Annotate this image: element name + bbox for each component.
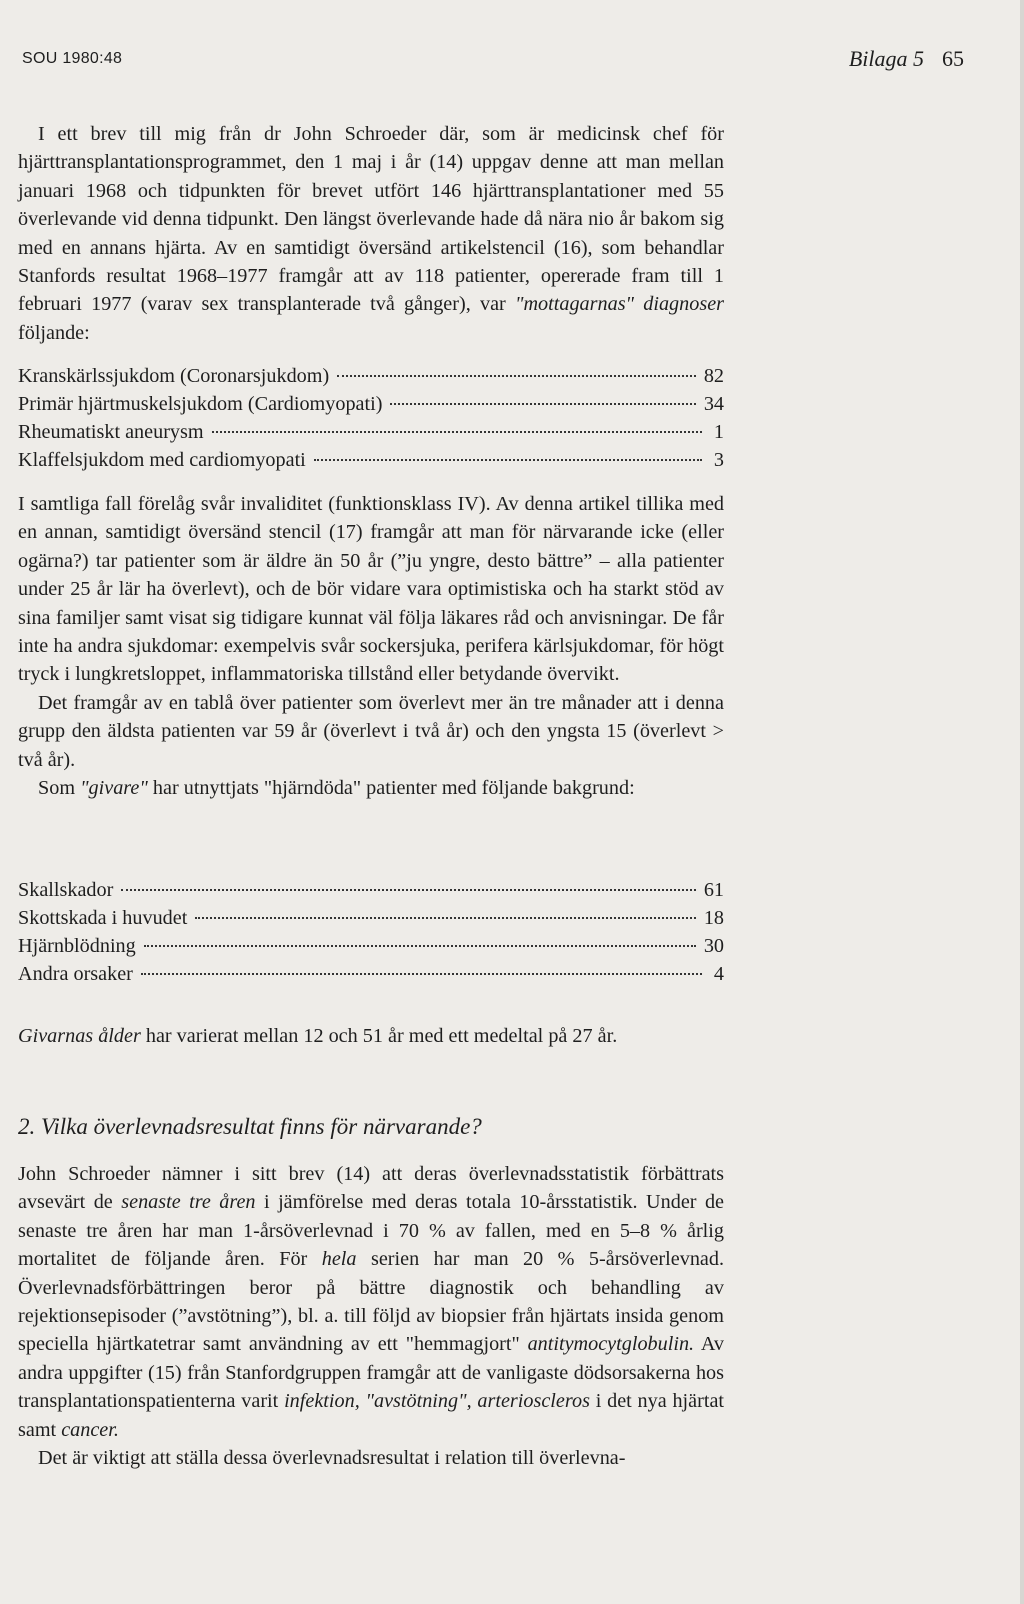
paragraph-7: Det är viktigt att ställa dessa överlevnadsresultat i relation till överlevna- — [38, 1447, 626, 1470]
table-row — [18, 390, 724, 418]
row-label: Rheumatiskt aneurysm — [18, 421, 204, 443]
paragraph-6 — [18, 1160, 724, 1444]
table-row — [18, 362, 724, 390]
row-label: Skottskada i huvudet — [18, 907, 188, 929]
row-value: 34 — [703, 393, 724, 415]
row-label: Kranskärlssjukdom (Coronarsjukdom) — [18, 365, 330, 387]
causes-table — [18, 876, 724, 988]
dot-leader — [144, 945, 696, 947]
dot-leader — [195, 917, 695, 919]
row-value: 82 — [703, 365, 724, 387]
paragraph-1-end: följande: — [18, 321, 90, 344]
page-edge — [1020, 0, 1024, 1604]
row-value: 4 — [713, 963, 724, 985]
paragraph-6-italic-5: cancer. — [61, 1418, 119, 1441]
paragraph-6-a: John Schroeder nämner i sitt brev (14) att deras överlevnadsstatistik förbättrats avsevärt de — [18, 1163, 724, 1214]
paragraph-6-italic-3: antitymocytglobulin. — [527, 1333, 695, 1356]
row-label: Skallskador — [18, 879, 114, 901]
paragraph-6-italic-4: infektion, "avstötning", arterioscleros — [284, 1390, 590, 1413]
table-row — [18, 960, 724, 988]
paragraph-6-d: Av andra uppgifter (15) från Stanfordgruppen framgår att de vanligaste dödsorsakerna hos transplantationspatienterna varit — [18, 1333, 725, 1413]
section-heading: 2. Vilka överlevnadsresultat finns för närvarande? — [18, 1114, 482, 1139]
table-row — [18, 418, 724, 446]
dot-leader — [390, 403, 695, 405]
paragraph-1-text: I ett brev till mig från dr John Schroeder där, som är medicinsk chef för hjärttransplantationsprogrammet, den 1 maj i år (14) uppgav denne att man mellan januari 1968 och tidpunkten för brevet utfört 146 hjärttransplantationer med 55 överlevande vid denna tidpunkt. Den längst överlevande hade då nära nio år bakom sig med en annans hjärta. Av en samtidigt översänd artikelstencil (16), som behandlar Stanfords resultat 1968–1977 framgår att av 118 patienter, opererade fram till 1 februari 1977 (varav sex transplanterade två gånger), var — [18, 123, 724, 316]
page-number: 65 — [942, 46, 964, 71]
paragraph-6-c: serien har man 20 % 5-årsöverlevnad. Överlevnadsförbättringen beror på bättre diagnostik och behandling av rejektionsepisoder (”avstötning”), bl. a. till följd av biopsier från hjärtats insida genom speciella hjärtkatetrar samt användning av ett "hemmagjort" — [18, 1248, 725, 1356]
paragraph-4-start: Som — [38, 777, 76, 800]
dot-leader — [314, 459, 702, 461]
table-row — [18, 446, 724, 474]
dot-leader — [141, 973, 702, 975]
row-label: Hjärnblödning — [18, 935, 136, 957]
diagnoses-table — [18, 362, 724, 474]
paragraph-6-group — [18, 1160, 724, 1472]
report-reference: SOU 1980:48 — [22, 50, 123, 67]
appendix-label: Bilaga 5 — [848, 46, 924, 71]
paragraph-3: Det framgår av en tablå över patienter som överlevt mer än tre månader att i denna grupp den äldsta patienten var 59 år (överlevt i två år) och den yngsta 15 (överlevt > två år). — [18, 691, 724, 771]
paragraph-2-group — [18, 490, 724, 802]
row-value: 61 — [703, 879, 724, 901]
paragraph-4-italic-donors: "givare" — [80, 777, 148, 800]
paragraph-1 — [18, 120, 724, 347]
row-value: 1 — [713, 421, 724, 443]
row-label: Klaffelsjukdom med cardiomyopati — [18, 449, 306, 471]
row-label: Andra orsaker — [18, 963, 133, 985]
paragraph-5 — [18, 1022, 724, 1050]
paragraph-6-italic-2: hela — [321, 1248, 357, 1271]
paragraph-1-italic-diagnoses: diagnoser — [643, 293, 725, 316]
page-header-right — [849, 46, 964, 72]
paragraph-5-italic: Givarnas ålder — [18, 1025, 141, 1047]
paragraph-6-italic-1: senaste tre åren — [121, 1191, 256, 1214]
row-value: 3 — [713, 449, 724, 471]
paragraph-1-italic-recipients: "mottagarnas" — [515, 293, 635, 316]
paragraph-4 — [18, 774, 724, 802]
paragraph-4-end: har utnyttjats "hjärndöda" patienter med följande bakgrund: — [152, 777, 635, 800]
row-value: 18 — [703, 907, 724, 929]
row-value: 30 — [703, 935, 724, 957]
paragraph-2: I samtliga fall förelåg svår invaliditet (funktionsklass IV). Av denna artikel tillika med en annan, samtidigt översänd stencil (17) framgår att man för närvarande icke (eller ogärna?) tar patienter som är äldre än 50 år (”ju yngre, desto bättre” – alla patienter under 25 år lär ha överlevt), och de bör vidare vara optimistiska och ha starkt stöd av sina familjer samt visat sig tidigare kunnat väl följa läkares råd och anvisningar. De får inte ha andra sjukdomar: exempelvis svår sockersjuka, perifera kärlsjukdomar, för högt tryck i lungkretsloppet, inflammatoriska tillstånd eller betydande övervikt. — [18, 493, 724, 686]
dot-leader — [337, 375, 696, 377]
dot-leader — [121, 889, 695, 891]
paragraph-5-text: har varierat mellan 12 och 51 år med ett medeltal på 27 år. — [145, 1025, 618, 1047]
paragraph-6-b: i jämförelse med deras totala 10-årsstatistik. Under de senaste tre åren har man 1-årsöverlevnad i 70 % av fallen, med en 5–8 % årlig mortalitet de följande åren. För — [18, 1191, 725, 1271]
paragraph-6-e: i det nya hjärtat samt — [18, 1390, 725, 1441]
dot-leader — [212, 431, 702, 433]
table-row — [18, 904, 724, 932]
row-label: Primär hjärtmuskelsjukdom (Cardiomyopati) — [18, 393, 383, 415]
table-row — [18, 932, 724, 960]
table-row — [18, 876, 724, 904]
